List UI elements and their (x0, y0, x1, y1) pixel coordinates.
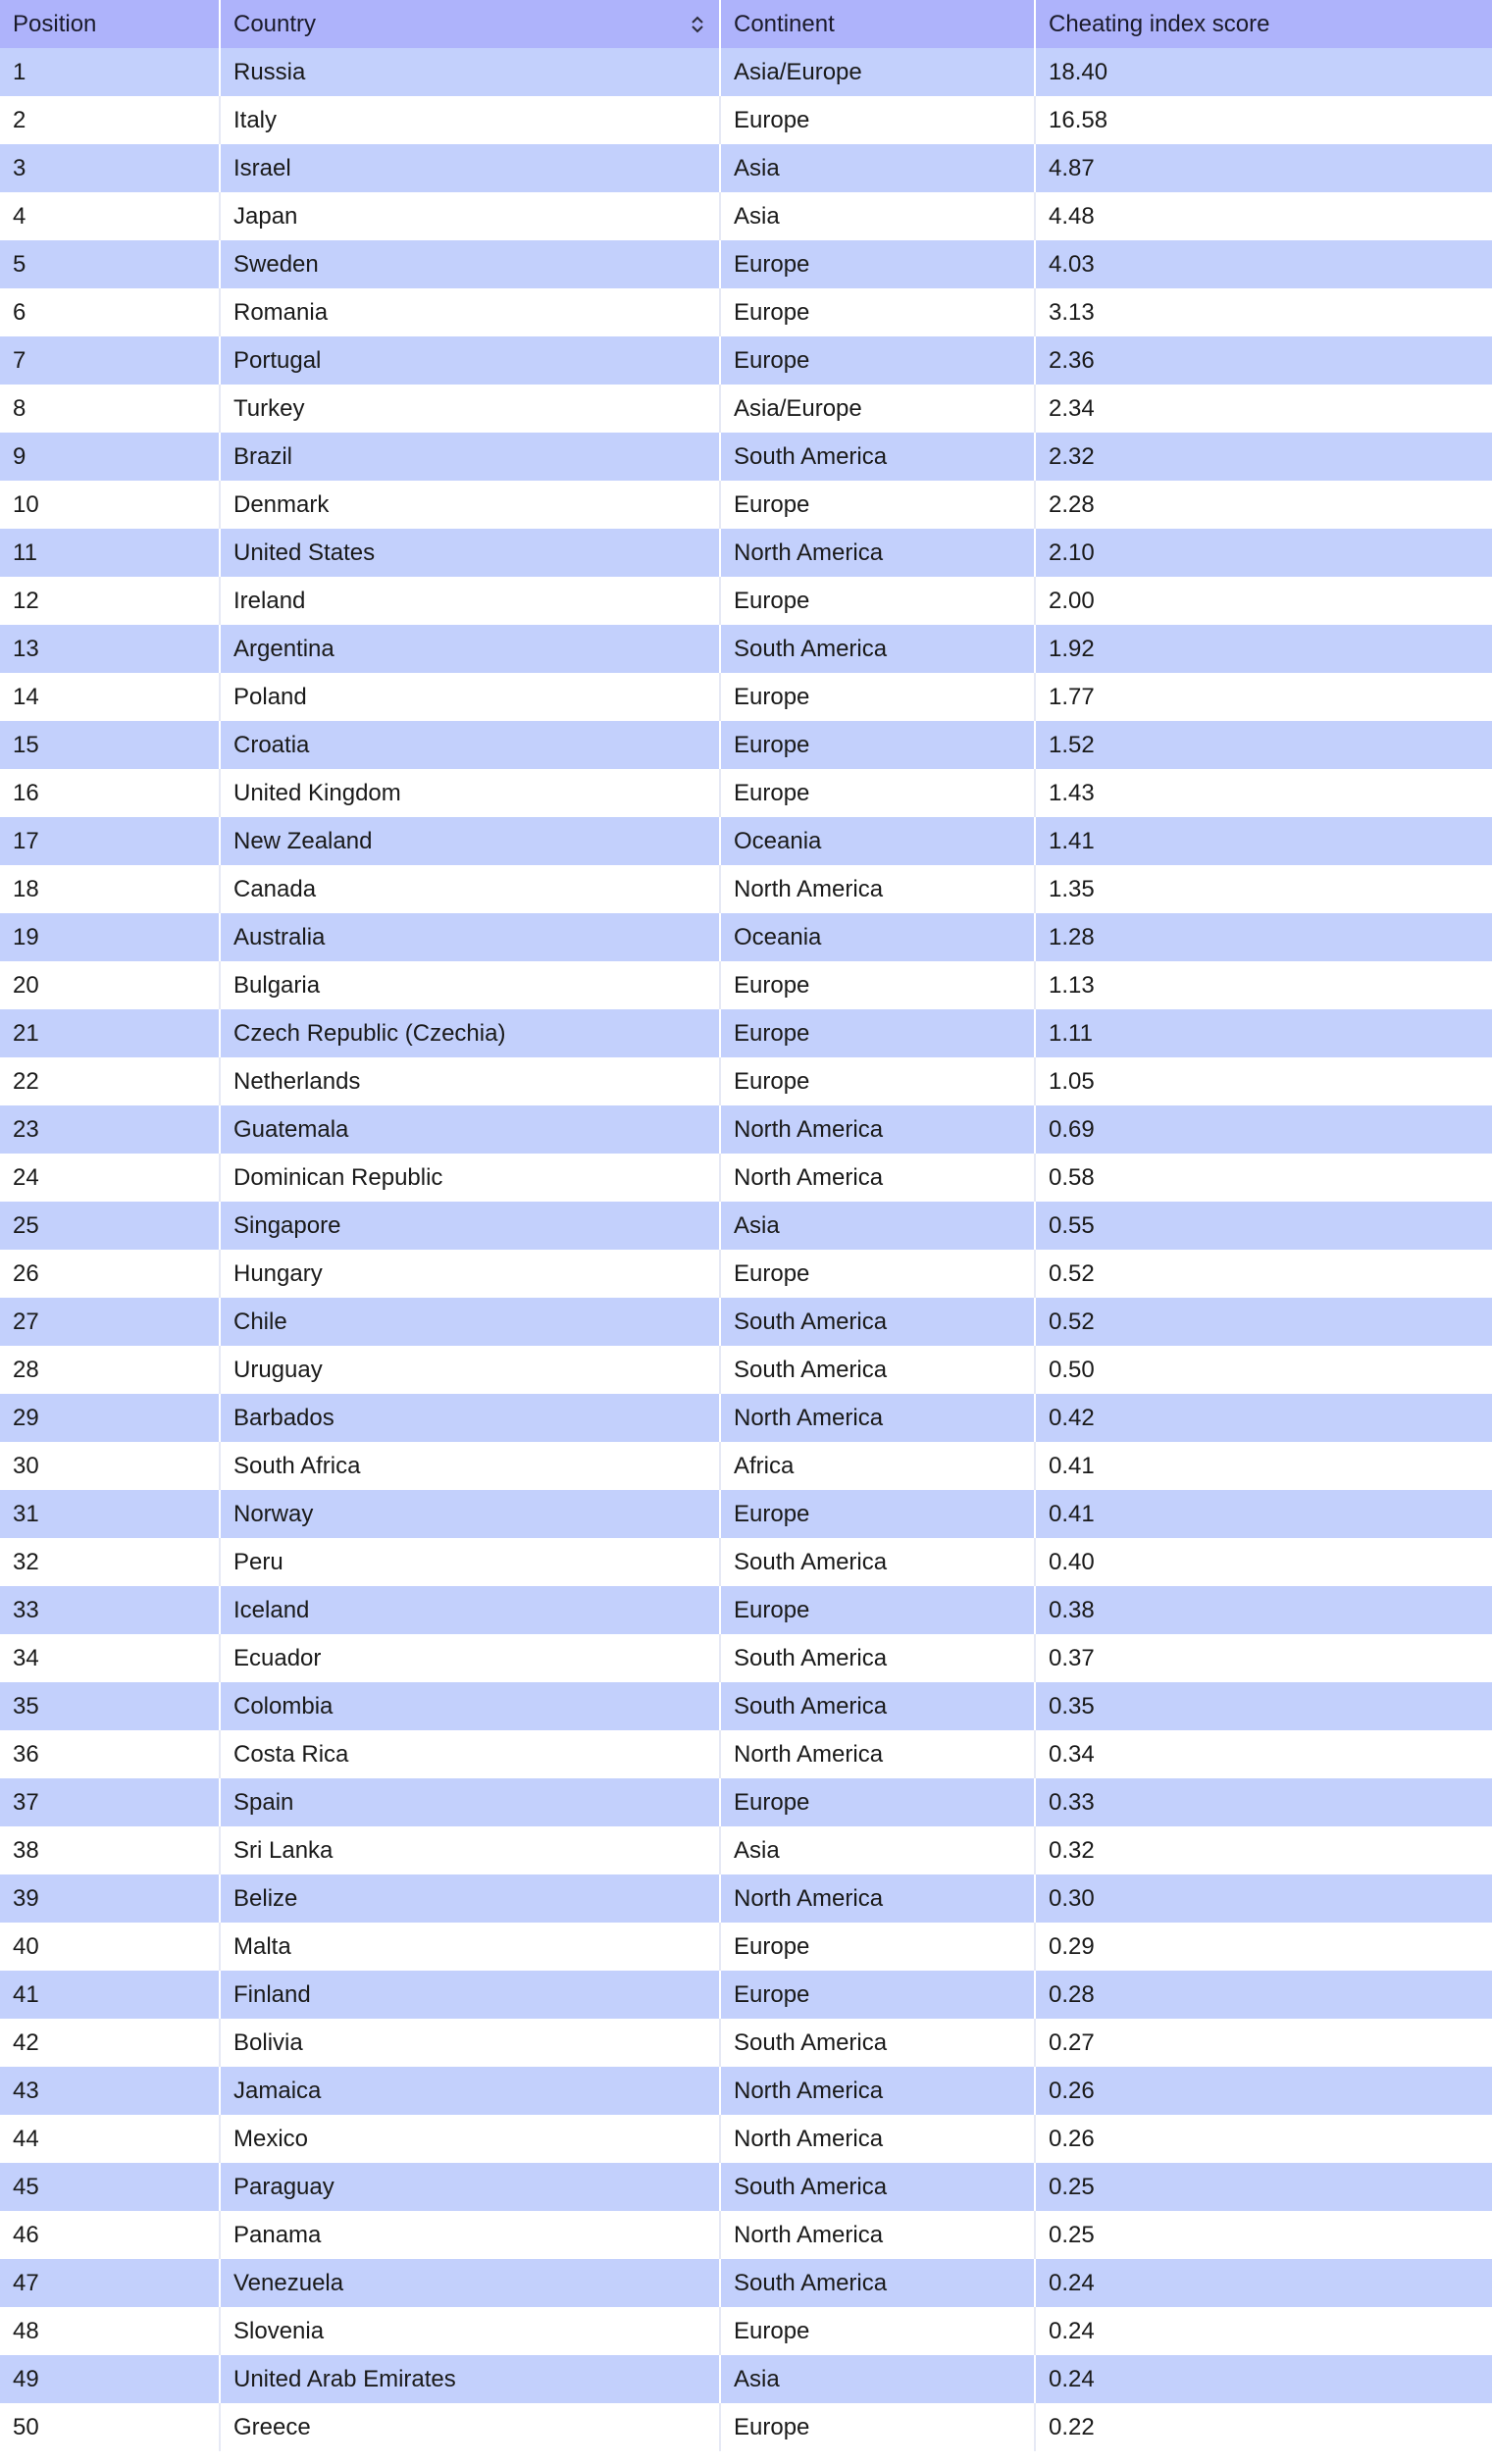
country-cell: Belize (220, 1874, 720, 1923)
table-row (0, 1442, 1492, 1490)
table-row (0, 2259, 1492, 2307)
country-cell: Poland (220, 673, 720, 721)
continent-cell: Asia (720, 2355, 1035, 2403)
table-row (0, 2211, 1492, 2259)
position-cell: 1 (0, 48, 220, 96)
position-cell: 27 (0, 1298, 220, 1346)
continent-cell: South America (720, 2019, 1035, 2067)
position-cell: 12 (0, 577, 220, 625)
country-cell: Croatia (220, 721, 720, 769)
table-row (0, 913, 1492, 961)
table-row (0, 865, 1492, 913)
continent-cell: Europe (720, 1971, 1035, 2019)
country-cell: Dominican Republic (220, 1154, 720, 1202)
score-cell: 3.13 (1035, 288, 1492, 336)
table-row (0, 192, 1492, 240)
position-cell: 28 (0, 1346, 220, 1394)
country-cell: Ecuador (220, 1634, 720, 1682)
table-row (0, 1250, 1492, 1298)
score-cell: 0.34 (1035, 1730, 1492, 1778)
table-row (0, 1057, 1492, 1105)
country-cell: Russia (220, 48, 720, 96)
continent-cell: North America (720, 1154, 1035, 1202)
table-row (0, 1154, 1492, 1202)
country-cell: Sweden (220, 240, 720, 288)
score-cell: 18.40 (1035, 48, 1492, 96)
score-cell: 0.24 (1035, 2259, 1492, 2307)
table-row (0, 1009, 1492, 1057)
table-row (0, 2163, 1492, 2211)
country-cell: Sri Lanka (220, 1826, 720, 1874)
header-country-label: Country (233, 10, 317, 37)
position-cell: 33 (0, 1586, 220, 1634)
continent-cell: South America (720, 2259, 1035, 2307)
position-cell: 46 (0, 2211, 220, 2259)
score-cell: 0.52 (1035, 1250, 1492, 1298)
country-cell: United Kingdom (220, 769, 720, 817)
country-cell: United Arab Emirates (220, 2355, 720, 2403)
continent-cell: Europe (720, 673, 1035, 721)
country-cell: Turkey (220, 385, 720, 433)
continent-cell: Europe (720, 769, 1035, 817)
continent-cell: Asia/Europe (720, 48, 1035, 96)
score-cell: 1.43 (1035, 769, 1492, 817)
score-cell: 0.30 (1035, 1874, 1492, 1923)
continent-cell: Europe (720, 721, 1035, 769)
table-row (0, 817, 1492, 865)
table-row (0, 2115, 1492, 2163)
score-cell: 1.13 (1035, 961, 1492, 1009)
score-cell: 1.28 (1035, 913, 1492, 961)
continent-cell: Europe (720, 1586, 1035, 1634)
score-cell: 2.28 (1035, 481, 1492, 529)
position-cell: 38 (0, 1826, 220, 1874)
score-cell: 0.27 (1035, 2019, 1492, 2067)
score-cell: 0.50 (1035, 1346, 1492, 1394)
continent-cell: North America (720, 865, 1035, 913)
position-cell: 19 (0, 913, 220, 961)
country-cell: Hungary (220, 1250, 720, 1298)
position-cell: 39 (0, 1874, 220, 1923)
position-cell: 15 (0, 721, 220, 769)
position-cell: 14 (0, 673, 220, 721)
position-cell: 37 (0, 1778, 220, 1826)
continent-cell: Europe (720, 96, 1035, 144)
score-cell: 0.28 (1035, 1971, 1492, 2019)
continent-cell: South America (720, 1634, 1035, 1682)
score-cell: 1.05 (1035, 1057, 1492, 1105)
continent-cell: Europe (720, 2403, 1035, 2451)
continent-cell: Europe (720, 481, 1035, 529)
score-cell: 0.58 (1035, 1154, 1492, 1202)
header-country[interactable] (220, 0, 720, 48)
position-cell: 30 (0, 1442, 220, 1490)
country-cell: Portugal (220, 336, 720, 385)
country-cell: Finland (220, 1971, 720, 2019)
table-row (0, 1874, 1492, 1923)
score-cell: 16.58 (1035, 96, 1492, 144)
continent-cell: Europe (720, 577, 1035, 625)
header-continent-label: Continent (734, 10, 835, 37)
table-row (0, 529, 1492, 577)
score-cell: 0.41 (1035, 1490, 1492, 1538)
score-cell: 1.77 (1035, 673, 1492, 721)
score-cell: 0.32 (1035, 1826, 1492, 1874)
table-row (0, 288, 1492, 336)
position-cell: 49 (0, 2355, 220, 2403)
table-body (0, 48, 1492, 2451)
country-cell: Israel (220, 144, 720, 192)
table-row (0, 2403, 1492, 2451)
country-cell: Norway (220, 1490, 720, 1538)
position-cell: 13 (0, 625, 220, 673)
score-cell: 0.42 (1035, 1394, 1492, 1442)
score-cell: 1.92 (1035, 625, 1492, 673)
score-cell: 2.36 (1035, 336, 1492, 385)
table-row (0, 673, 1492, 721)
score-cell: 0.38 (1035, 1586, 1492, 1634)
score-cell: 0.29 (1035, 1923, 1492, 1971)
country-cell: Guatemala (220, 1105, 720, 1154)
score-cell: 0.35 (1035, 1682, 1492, 1730)
country-cell: Argentina (220, 625, 720, 673)
continent-cell: Asia (720, 1826, 1035, 1874)
table-row (0, 577, 1492, 625)
table-row (0, 1394, 1492, 1442)
score-cell: 1.35 (1035, 865, 1492, 913)
continent-cell: North America (720, 1730, 1035, 1778)
score-cell: 1.11 (1035, 1009, 1492, 1057)
position-cell: 42 (0, 2019, 220, 2067)
position-cell: 23 (0, 1105, 220, 1154)
country-cell: Mexico (220, 2115, 720, 2163)
continent-cell: Europe (720, 240, 1035, 288)
score-cell: 0.41 (1035, 1442, 1492, 1490)
table-row (0, 769, 1492, 817)
table-row (0, 961, 1492, 1009)
country-cell: Singapore (220, 1202, 720, 1250)
country-cell: Greece (220, 2403, 720, 2451)
position-cell: 47 (0, 2259, 220, 2307)
header-position[interactable] (0, 0, 220, 48)
continent-cell: Europe (720, 1250, 1035, 1298)
country-cell: Japan (220, 192, 720, 240)
continent-cell: Oceania (720, 913, 1035, 961)
continent-cell: Europe (720, 336, 1035, 385)
table-row (0, 1346, 1492, 1394)
table-row (0, 1538, 1492, 1586)
country-cell: Peru (220, 1538, 720, 1586)
continent-cell: Europe (720, 288, 1035, 336)
continent-cell: North America (720, 1394, 1035, 1442)
country-cell: Brazil (220, 433, 720, 481)
continent-cell: North America (720, 529, 1035, 577)
score-cell: 0.24 (1035, 2307, 1492, 2355)
continent-cell: Asia/Europe (720, 385, 1035, 433)
table-row (0, 721, 1492, 769)
continent-cell: South America (720, 1538, 1035, 1586)
position-cell: 20 (0, 961, 220, 1009)
score-cell: 0.37 (1035, 1634, 1492, 1682)
country-cell: Jamaica (220, 2067, 720, 2115)
position-cell: 6 (0, 288, 220, 336)
table-row (0, 1202, 1492, 1250)
continent-cell: Africa (720, 1442, 1035, 1490)
continent-cell: South America (720, 1682, 1035, 1730)
position-cell: 16 (0, 769, 220, 817)
score-cell: 0.26 (1035, 2067, 1492, 2115)
position-cell: 8 (0, 385, 220, 433)
score-cell: 0.33 (1035, 1778, 1492, 1826)
country-cell: Barbados (220, 1394, 720, 1442)
country-cell: United States (220, 529, 720, 577)
header-continent[interactable] (720, 0, 1035, 48)
country-cell: Uruguay (220, 1346, 720, 1394)
country-cell: Czech Republic (Czechia) (220, 1009, 720, 1057)
position-cell: 43 (0, 2067, 220, 2115)
continent-cell: Oceania (720, 817, 1035, 865)
position-cell: 31 (0, 1490, 220, 1538)
table-row (0, 1298, 1492, 1346)
country-cell: Spain (220, 1778, 720, 1826)
position-cell: 41 (0, 1971, 220, 2019)
position-cell: 4 (0, 192, 220, 240)
table-row (0, 1634, 1492, 1682)
country-cell: Costa Rica (220, 1730, 720, 1778)
country-cell: Denmark (220, 481, 720, 529)
country-cell: Venezuela (220, 2259, 720, 2307)
country-cell: Ireland (220, 577, 720, 625)
country-cell: Bulgaria (220, 961, 720, 1009)
table-row (0, 2067, 1492, 2115)
continent-cell: Europe (720, 1778, 1035, 1826)
position-cell: 11 (0, 529, 220, 577)
score-cell: 4.03 (1035, 240, 1492, 288)
position-cell: 2 (0, 96, 220, 144)
score-cell: 0.40 (1035, 1538, 1492, 1586)
country-cell: New Zealand (220, 817, 720, 865)
sort-updown-icon[interactable] (690, 14, 705, 35)
score-cell: 0.52 (1035, 1298, 1492, 1346)
header-row (0, 0, 1492, 48)
table-row (0, 1730, 1492, 1778)
score-cell: 2.32 (1035, 433, 1492, 481)
position-cell: 21 (0, 1009, 220, 1057)
continent-cell: South America (720, 1346, 1035, 1394)
continent-cell: South America (720, 2163, 1035, 2211)
country-cell: Australia (220, 913, 720, 961)
table-row (0, 1105, 1492, 1154)
table-row (0, 96, 1492, 144)
position-cell: 50 (0, 2403, 220, 2451)
country-cell: Chile (220, 1298, 720, 1346)
header-score[interactable] (1035, 0, 1492, 48)
score-cell: 2.00 (1035, 577, 1492, 625)
table-row (0, 1682, 1492, 1730)
continent-cell: North America (720, 2211, 1035, 2259)
continent-cell: South America (720, 1298, 1035, 1346)
continent-cell: North America (720, 1874, 1035, 1923)
country-cell: Bolivia (220, 2019, 720, 2067)
table-row (0, 1971, 1492, 2019)
country-cell: Netherlands (220, 1057, 720, 1105)
position-cell: 48 (0, 2307, 220, 2355)
continent-cell: Europe (720, 2307, 1035, 2355)
position-cell: 17 (0, 817, 220, 865)
table-row (0, 481, 1492, 529)
continent-cell: Asia (720, 1202, 1035, 1250)
continent-cell: South America (720, 625, 1035, 673)
continent-cell: Europe (720, 1009, 1035, 1057)
table-row (0, 1923, 1492, 1971)
position-cell: 26 (0, 1250, 220, 1298)
position-cell: 40 (0, 1923, 220, 1971)
table-row (0, 144, 1492, 192)
score-cell: 1.41 (1035, 817, 1492, 865)
table-row (0, 625, 1492, 673)
position-cell: 44 (0, 2115, 220, 2163)
country-cell: Colombia (220, 1682, 720, 1730)
continent-cell: South America (720, 433, 1035, 481)
continent-cell: Asia (720, 192, 1035, 240)
table-header (0, 0, 1492, 48)
score-cell: 2.34 (1035, 385, 1492, 433)
table-row (0, 48, 1492, 96)
position-cell: 35 (0, 1682, 220, 1730)
score-cell: 0.26 (1035, 2115, 1492, 2163)
table-row (0, 1826, 1492, 1874)
country-cell: Romania (220, 288, 720, 336)
position-cell: 24 (0, 1154, 220, 1202)
score-cell: 0.22 (1035, 2403, 1492, 2451)
continent-cell: North America (720, 2115, 1035, 2163)
continent-cell: North America (720, 1105, 1035, 1154)
country-cell: South Africa (220, 1442, 720, 1490)
score-cell: 0.55 (1035, 1202, 1492, 1250)
table-row (0, 1778, 1492, 1826)
score-cell: 0.25 (1035, 2163, 1492, 2211)
table-row (0, 1586, 1492, 1634)
continent-cell: Europe (720, 1923, 1035, 1971)
table-row (0, 2355, 1492, 2403)
country-cell: Italy (220, 96, 720, 144)
country-cell: Slovenia (220, 2307, 720, 2355)
table-row (0, 1490, 1492, 1538)
continent-cell: Europe (720, 1490, 1035, 1538)
header-position-label: Position (13, 10, 97, 37)
country-cell: Panama (220, 2211, 720, 2259)
position-cell: 18 (0, 865, 220, 913)
table-row (0, 385, 1492, 433)
position-cell: 32 (0, 1538, 220, 1586)
score-cell: 4.87 (1035, 144, 1492, 192)
continent-cell: Europe (720, 961, 1035, 1009)
position-cell: 9 (0, 433, 220, 481)
header-score-label: Cheating index score (1049, 10, 1270, 37)
country-cell: Malta (220, 1923, 720, 1971)
country-cell: Iceland (220, 1586, 720, 1634)
country-cell: Canada (220, 865, 720, 913)
table-row (0, 2019, 1492, 2067)
score-cell: 1.52 (1035, 721, 1492, 769)
position-cell: 45 (0, 2163, 220, 2211)
position-cell: 5 (0, 240, 220, 288)
table-row (0, 240, 1492, 288)
position-cell: 3 (0, 144, 220, 192)
score-cell: 2.10 (1035, 529, 1492, 577)
score-cell: 0.24 (1035, 2355, 1492, 2403)
table-row (0, 336, 1492, 385)
position-cell: 36 (0, 1730, 220, 1778)
continent-cell: Asia (720, 144, 1035, 192)
position-cell: 22 (0, 1057, 220, 1105)
continent-cell: North America (720, 2067, 1035, 2115)
score-cell: 0.69 (1035, 1105, 1492, 1154)
position-cell: 34 (0, 1634, 220, 1682)
score-cell: 4.48 (1035, 192, 1492, 240)
position-cell: 25 (0, 1202, 220, 1250)
table-row (0, 433, 1492, 481)
position-cell: 29 (0, 1394, 220, 1442)
score-cell: 0.25 (1035, 2211, 1492, 2259)
position-cell: 10 (0, 481, 220, 529)
position-cell: 7 (0, 336, 220, 385)
country-cell: Paraguay (220, 2163, 720, 2211)
continent-cell: Europe (720, 1057, 1035, 1105)
table-row (0, 2307, 1492, 2355)
